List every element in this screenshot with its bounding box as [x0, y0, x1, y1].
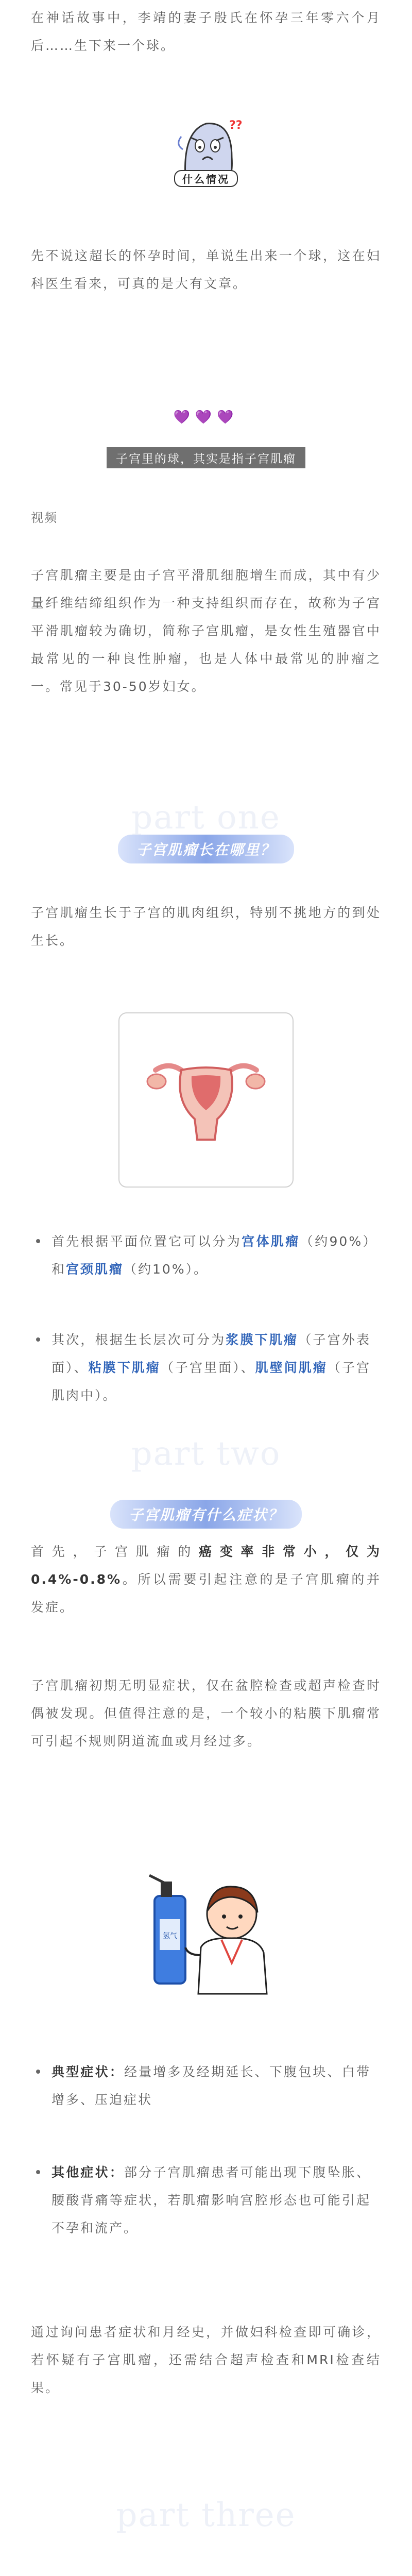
extinguisher-label: 氢气 [163, 1932, 177, 1940]
highlight-title: 子宫里的球，其实是指子宫肌瘤 [0, 447, 412, 468]
intro-paragraph: 在神话故事中，李靖的妻子殷氏在怀孕三年零六个月后……生下来一个球。 [31, 10, 381, 53]
bullet-dot [36, 2070, 40, 2074]
doctor-icon [139, 1865, 278, 2004]
bullet-dot [36, 2170, 40, 2174]
svg-text:??: ?? [229, 119, 243, 132]
bullet-item: 其他症状：部分子宫肌瘤患者可能出现下腹坠胀、腰酸背痛等症状，若肌瘤影响宫腔形态也可能引起不孕和流产。 [52, 2159, 371, 2242]
bullet-dot [36, 1239, 40, 1243]
section1-paragraph: 子宫肌瘤生长于子宫的肌肉组织，特别不挑地方的到处生长。 [31, 905, 381, 948]
what-happened-sticker [154, 100, 258, 191]
uterus-icon [119, 1013, 293, 1187]
intro-paragraph-2: 先不说这超长的怀孕时间，单说生出来一个球，这在妇科医生看来，可真的是大有文章。 [31, 248, 381, 291]
section2-paragraph-2: 子宫肌瘤初期无明显症状，仅在盆腔检查或超声检查时偶被发现。但值得注意的是，一个较小的粘膜下肌瘤常可引起不规则阴道流血或月经过多。 [31, 1678, 381, 1749]
section-ghost-text: part three [116, 2496, 296, 2534]
section-title: 子宫肌瘤有什么症状？ [0, 1500, 412, 1529]
section2-paragraph-1: 首先，子宫肌瘤的癌变率非常小，仅为0.4%-0.8%。所以需要引起注意的是子宫肌瘤的并发症。 [31, 1544, 381, 1615]
bullet-item: 其次，根据生长层次可分为浆膜下肌瘤（子宫外表面）、粘膜下肌瘤（子宫里面）、肌壁间肌瘤（子宫肌肉中）。 [52, 1326, 371, 1410]
bullet-dot [36, 1337, 40, 1342]
section2-paragraph-3: 通过询问患者症状和月经史，并做妇科检查即可确诊，若怀疑有子宫肌瘤，还需结合超声检查和MRI检查结果。 [31, 2325, 381, 2395]
definition-paragraph: 子宫肌瘤主要是由子宫平滑肌细胞增生而成，其中有少量纤维结缔组织作为一种支持组织而存在，故称为子宫平滑肌瘤较为确切，简称子宫肌瘤，是女性生殖器官中最常见的一种良性肿瘤，也是人体中最常见的肿瘤之一。常见于30-50岁妇女。 [31, 568, 381, 694]
sticker-caption: 什么情况 [154, 170, 258, 187]
bullet-item: 典型症状：经量增多及经期延长、下腹包块、白带增多、压迫症状 [52, 2058, 371, 2114]
video-label[interactable]: 视频 [31, 511, 58, 525]
section-title: 子宫肌瘤长在哪里？ [0, 835, 412, 863]
bullet-item: 首先根据平面位置它可以分为宫体肌瘤（约90%）和宫颈肌瘤（约10%）。 [52, 1228, 371, 1283]
purple-hearts-icon: 💜💜💜 [173, 410, 239, 425]
section-ghost-text: part one [131, 799, 281, 837]
doctor-extinguisher-illustration [139, 1865, 278, 2004]
uterus-illustration [118, 1012, 294, 1188]
section-ghost-text: part two [131, 1435, 281, 1473]
